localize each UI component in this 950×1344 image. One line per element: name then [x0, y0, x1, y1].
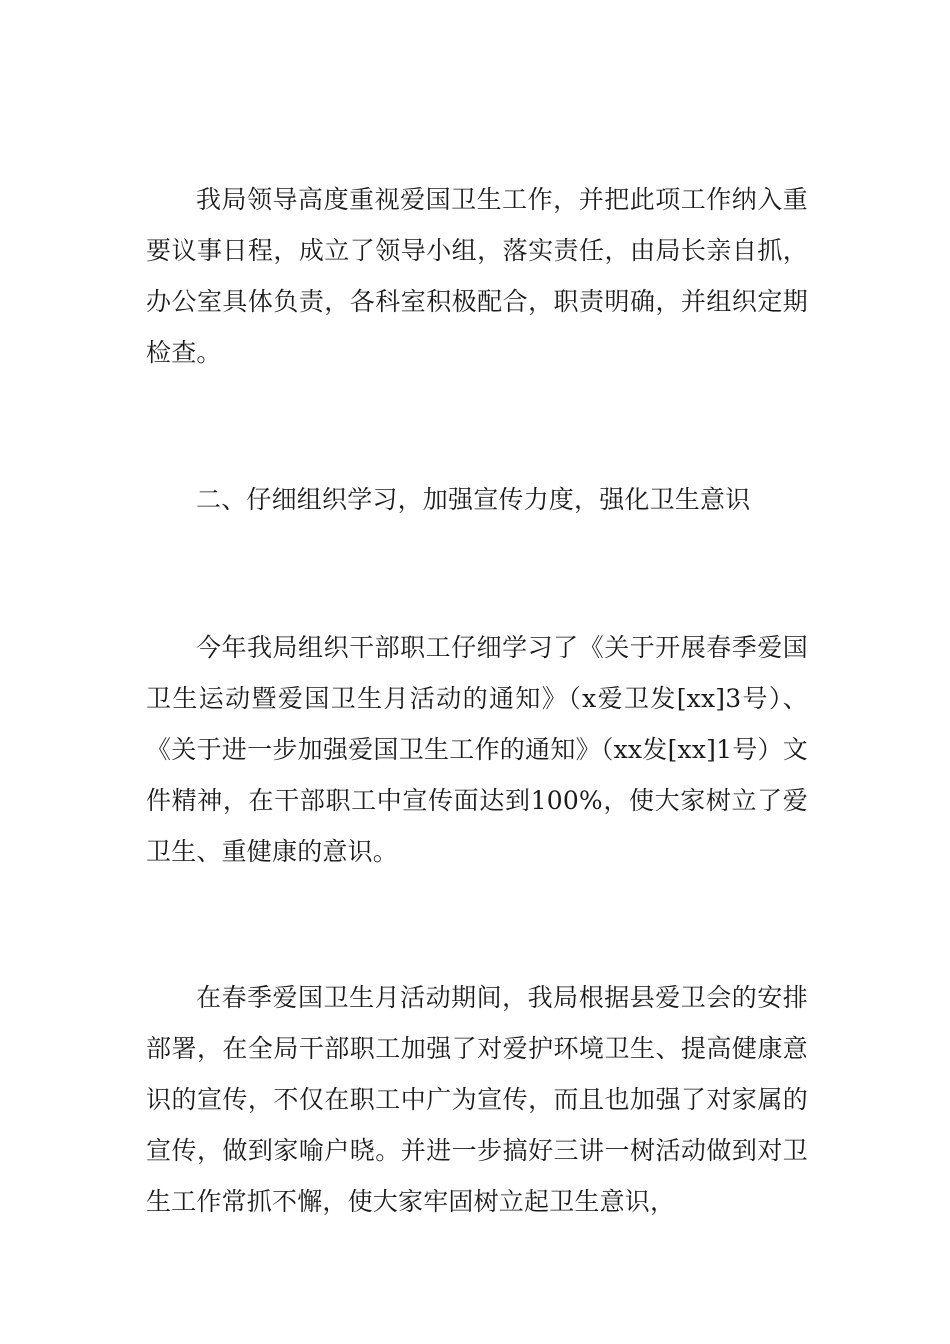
paragraph-study: 今年我局组织干部职工仔细学习了《关于开展春季爱国卫生运动暨爱国卫生月活动的通知》（x爱卫发[xx]3号）、《关于进一步加强爱国卫生工作的通知》（xx发[xx]1号）文件精神，在干部职工中宣传面达到100%，使大家树立了爱卫生、重健康的意识。 — [146, 633, 808, 866]
paragraph-leadership: 我局领导高度重视爱国卫生工作，并把此项工作纳入重要议事日程，成立了领导小组，落实责任，由局长亲自抓，办公室具体负责，各科室积极配合，职责明确，并组织定期检查。 — [146, 185, 808, 367]
paragraph-campaign: 在春季爱国卫生月活动期间，我局根据县爱卫会的安排部署，在全局干部职工加强了对爱护环境卫生、提高健康意识的宣传，不仅在职工中广为宣传，而且也加强了对家属的宣传，做到家喻户晓。并进一步搞好三讲一树活动做到对卫生工作常抓不懈，使大家牢固树立起卫生意识， — [146, 983, 808, 1216]
section-heading-2: 二、仔细组织学习，加强宣传力度，强化卫生意识 — [196, 485, 751, 514]
